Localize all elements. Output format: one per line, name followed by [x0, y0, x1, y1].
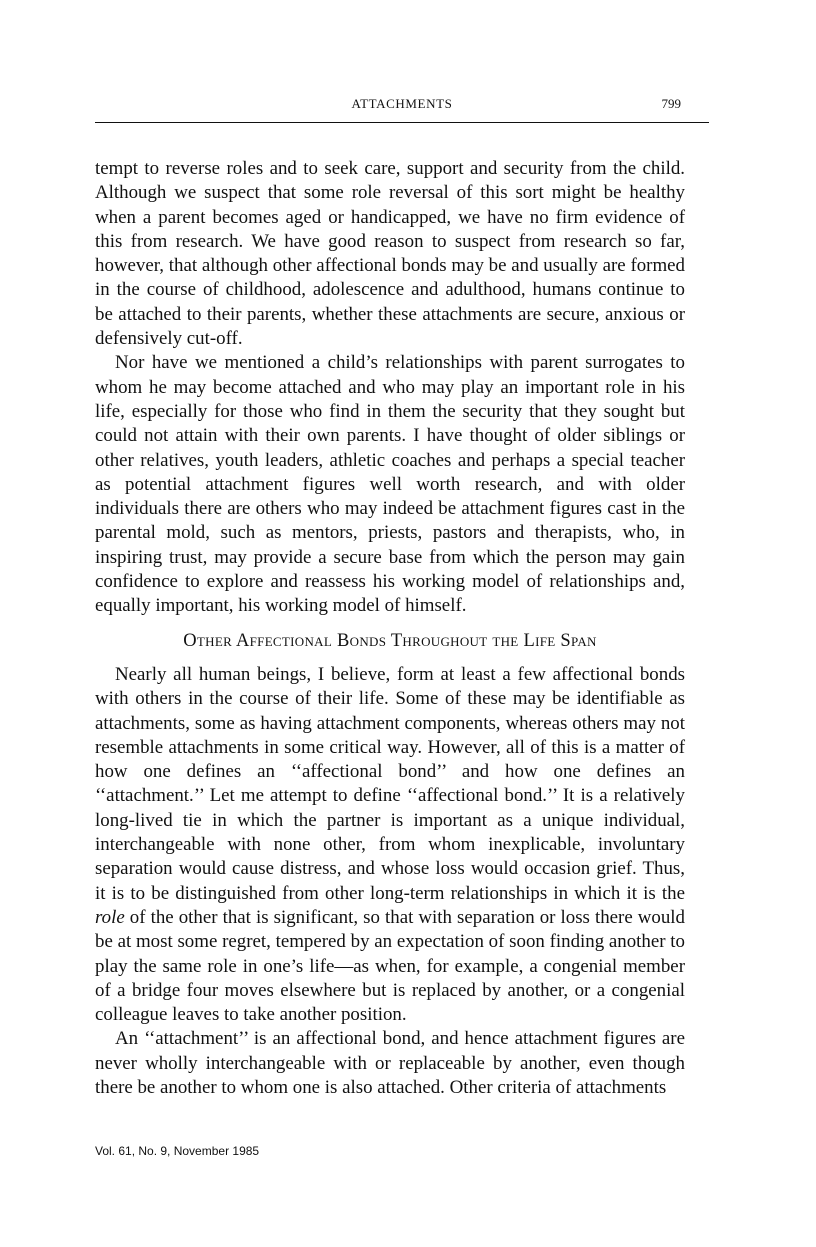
page-header [95, 96, 709, 124]
header-rule [95, 122, 709, 123]
running-head: ATTACHMENTS [351, 96, 453, 111]
paragraph-attachment-definition: An ‘‘attachment’’ is an affectional bond, and hence attachment figures are never wholly interchangeable with or replaceable by another, even though there be another to whom one is also attached. Other criteria of attachments [95, 1028, 685, 1098]
paragraph-text-part: of the other that is significant, so that with separation or loss there would be at most some regret, tempered by an expectation of soon finding another to play the same role in one’s life—as when, for example, a congenial member of a bridge four moves elsewhere but is replaced by another, or a congenial colleague leaves to take another position. [95, 906, 685, 1026]
paragraph-affectional-bonds [95, 663, 685, 1027]
journal-citation: Vol. 61, No. 9, November 1985 [95, 1144, 260, 1158]
page-number: 799 [661, 96, 681, 111]
emphasis-role: role [95, 906, 125, 928]
paragraph-parent-surrogates: Nor have we mentioned a child’s relationships with parent surrogates to whom he may become attached and who may play an important role in his life, especially for those who find in them the security that they sought but could not attain with their own parents. I have thought of older siblings or other relatives, youth leaders, athletic coaches and perhaps a special teacher as potential attachment figures well worth research, and with older individuals there are others who may indeed be attachment figures cast in the parental mold, such as mentors, priests, pastors and therapists, who, in inspiring trust, may provide a secure base from which the person may gain confidence to explore and reassess his working model of relationships and, equally important, his working model of himself. [95, 352, 685, 617]
paragraph-text-part: Nearly all human beings, I believe, form at least a few affectional bonds with others in the course of their life. Some of these may be identifiable as attachments, some as having attachment components, whereas others may not resemble attachments in some critical way. However, all of this is a matter of how one defines an ‘‘affectional bond’’ and how one defines an ‘‘attachment.’’ Let me attempt to define ‘‘affectional bond.’’ It is a relatively long-lived tie in which the partner is important as a unique individual, interchangeable with none other, from whom inexplicable, involuntary separation would cause distress, and whose loss would occasion grief. Thus, it is to be distinguished from other long-term relationships in which it is the [95, 663, 685, 904]
section-heading: Other Affectional Bonds Throughout the Life Span [183, 630, 597, 651]
paragraph-continued: tempt to reverse roles and to seek care, support and security from the child. Although we suspect that some role reversal of this sort might be healthy when a parent becomes aged or handicapped, we have no firm evidence of this from research. We have good reason to suspect from research so far, however, that although other affectional bonds may be and usually are formed in the course of childhood, adolescence and adulthood, humans continue to be attached to their parents, whether these attachments are secure, anxious or defensively cut-off. [95, 158, 685, 350]
article-body [95, 157, 685, 1100]
